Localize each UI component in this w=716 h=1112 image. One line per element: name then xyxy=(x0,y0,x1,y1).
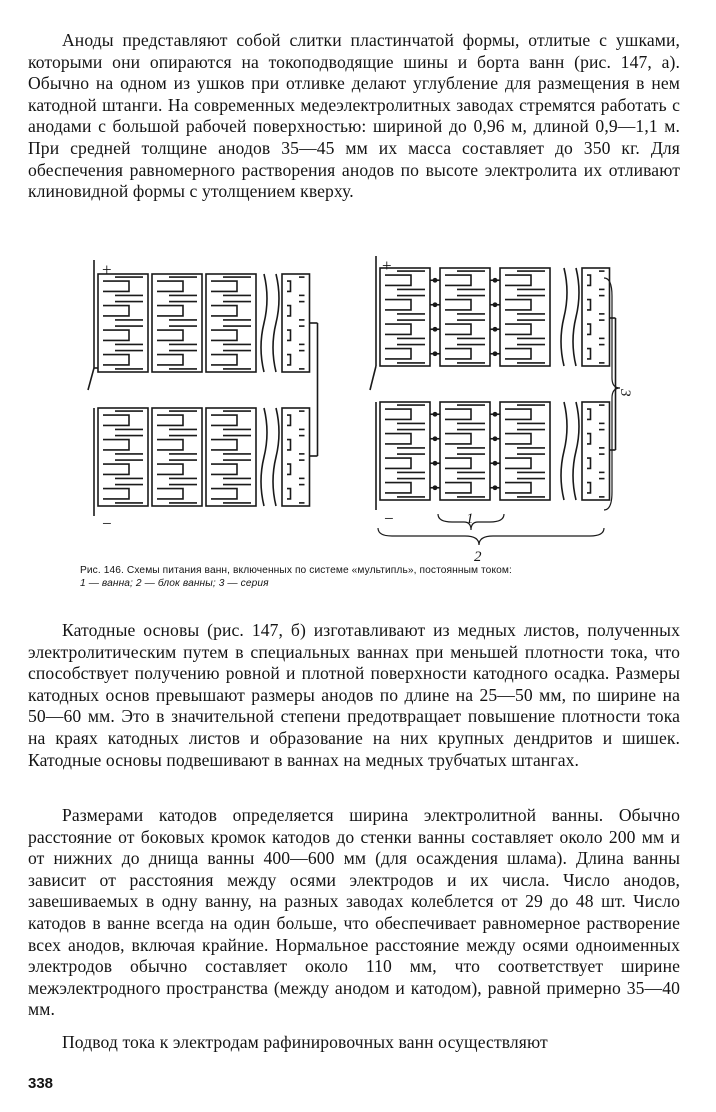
plus-label-right: + xyxy=(382,256,392,275)
anode-plate xyxy=(103,281,129,291)
bath-tank xyxy=(206,274,256,372)
bath-tank xyxy=(380,402,430,500)
anode-plate xyxy=(157,415,183,425)
anode-plate xyxy=(211,489,237,499)
anode-plate xyxy=(445,458,471,468)
paragraph-anodes: Аноды представляют собой слитки пластинчатой формы, отлитые с ушками, которыми они опираются на токоподводящие шины и борта ванн (рис. 147, а). Обычно на одном из ушков при отливке делают углубление для размещения в нем катодной штанги. На современных медеэлектролитных заводах стремятся работать с анодами с большой рабочей поверхностью: шириной до 0,96 м, длиной 0,9—1,1 м. При средней толщине анодов 35—45 мм их масса составляет до 350 кг. Для обеспечения равномерного растворения анодов по высоте электролита их отливают клиновидной формы с утолщением кверху. xyxy=(28,30,680,202)
series-lead xyxy=(88,368,94,390)
anode-plate xyxy=(103,355,129,365)
anode-plate xyxy=(385,458,411,468)
anode-plate xyxy=(505,300,531,310)
bath-tank xyxy=(500,268,550,366)
bath-block xyxy=(98,408,310,506)
break-symbol xyxy=(261,274,267,372)
electrolytic-bath xyxy=(282,274,310,372)
bath-block xyxy=(380,268,610,366)
anode-plate xyxy=(211,464,237,474)
anode-plate xyxy=(445,409,471,419)
anode-plate xyxy=(505,458,531,468)
anode-plate xyxy=(445,300,471,310)
anode-plate xyxy=(287,330,291,340)
anode-plate xyxy=(505,349,531,359)
anode-plate xyxy=(445,349,471,359)
diagram-right-scheme xyxy=(370,256,616,510)
minus-label-right: − xyxy=(384,509,394,528)
anode-plate xyxy=(385,275,411,285)
anode-plate xyxy=(587,434,591,444)
electrolytic-bath xyxy=(98,408,148,506)
anode-plate xyxy=(587,300,591,310)
bath-tank xyxy=(582,268,610,366)
anode-plate xyxy=(103,330,129,340)
anode-plate xyxy=(287,415,291,425)
brace-bath-block xyxy=(378,528,604,545)
anode-plate xyxy=(587,458,591,468)
anode-plate xyxy=(287,355,291,365)
anode-plate xyxy=(157,330,183,340)
anode-plate xyxy=(587,409,591,419)
anode-plate xyxy=(587,483,591,493)
electrolytic-bath xyxy=(206,274,256,372)
anode-plate xyxy=(445,434,471,444)
paragraph-current-supply: Подвод тока к электродам рафинировочных ванн осуществляют xyxy=(62,1032,548,1052)
anode-plate xyxy=(157,464,183,474)
electrolytic-bath xyxy=(282,408,310,506)
bath-tank xyxy=(282,408,310,506)
break-symbol xyxy=(273,274,279,372)
electrolytic-bath xyxy=(206,408,256,506)
anode-plate xyxy=(211,440,237,450)
page-number: 338 xyxy=(28,1075,54,1092)
break-symbol xyxy=(273,408,279,506)
anode-plate xyxy=(445,275,471,285)
bath-block xyxy=(98,274,310,372)
electrolytic-bath xyxy=(98,274,148,372)
anode-plate xyxy=(157,281,183,291)
paragraph-bath-dimensions: Размерами катодов определяется ширина электролитной ванны. Обычно расстояние от боковых кромок катодов до стенки ванны составляет около 200 мм и от нижних до днища ванны 400—600 мм (для осаждения шлама). Длина ванны зависит от расстояния между осями электродов и их числа. Число анодов, завешиваемых в одну ванну, на разных заводах колеблется от 29 до 48 шт. Число катодов в ванне всегда на один больше, что обеспечивает равномерное растворение всех анодов, включая крайние. Нормальное расстояние между осями одноименных электродов обычно составляет около 110 мм, что соответствует ширине межэлектродного пространства (между анодом и катодом), равной примерно 35—40 мм. xyxy=(28,805,680,1020)
break-symbol xyxy=(261,408,267,506)
anode-plate xyxy=(287,464,291,474)
electrolytic-bath xyxy=(582,402,610,500)
figure-146 xyxy=(80,248,640,566)
anode-plate xyxy=(587,324,591,334)
break-symbol xyxy=(573,268,579,366)
series-lead xyxy=(370,366,376,390)
anode-plate xyxy=(287,440,291,450)
bath-tank xyxy=(152,274,202,372)
anode-plate xyxy=(587,349,591,359)
bath-tank xyxy=(440,268,490,366)
anode-plate xyxy=(505,434,531,444)
anode-plate xyxy=(157,489,183,499)
anode-plate xyxy=(103,464,129,474)
callout-1-bath: 1 xyxy=(466,511,474,527)
bath-tank xyxy=(440,402,490,500)
anode-plate xyxy=(103,489,129,499)
callout-3-series: 3 xyxy=(617,389,633,397)
bath-tank xyxy=(98,274,148,372)
electrolytic-bath xyxy=(152,408,202,506)
anode-plate xyxy=(385,434,411,444)
electrolytic-bath xyxy=(380,402,430,500)
bath-tank xyxy=(282,274,310,372)
minus-label-left: − xyxy=(102,514,112,533)
anode-plate xyxy=(157,306,183,316)
bath-block xyxy=(380,402,610,500)
anode-plate xyxy=(445,483,471,493)
anode-plate xyxy=(103,306,129,316)
electrolytic-bath xyxy=(152,274,202,372)
figure-caption xyxy=(80,564,660,590)
break-symbol xyxy=(573,402,579,500)
caption-title: Рис. 146. Схемы питания ванн, включенных по системе «мультипль», постоянным током: xyxy=(80,565,512,576)
break-symbol xyxy=(561,268,567,366)
paragraph-cathode-sheets: Катодные основы (рис. 147, б) изготавливают из медных листов, полученных электролитическим путем в специальных ваннах при меньшей плотности тока, что способствует получению ровной и плотной поверхности катодного осадка. Размеры катодных основ превышают размеры анодов по длине на 25—50 мм, по ширине на 50—60 мм. Это в значительной степени предотвращает повышение плотности тока на краях катодных листов и образование на них крупных дендритов и шишек. Катодные основы подвешивают в ваннах на медных трубчатых штангах. xyxy=(28,620,680,770)
anode-plate xyxy=(385,483,411,493)
anode-plate xyxy=(385,324,411,334)
callout-2-bath-block: 2 xyxy=(474,549,482,565)
bath-tank xyxy=(582,402,610,500)
anode-plate xyxy=(505,483,531,493)
anode-plate xyxy=(445,324,471,334)
anode-plate xyxy=(103,440,129,450)
anode-plate xyxy=(287,489,291,499)
anode-plate xyxy=(385,300,411,310)
bath-supply-schematic xyxy=(80,248,640,566)
electrolytic-bath xyxy=(440,268,490,366)
bath-tank xyxy=(98,408,148,506)
anode-plate xyxy=(211,355,237,365)
anode-plate xyxy=(211,306,237,316)
anode-plate xyxy=(157,440,183,450)
anode-plate xyxy=(287,281,291,291)
plus-label-left: + xyxy=(102,260,112,279)
diagram-left-scheme xyxy=(88,260,318,516)
break-symbol xyxy=(561,402,567,500)
anode-plate xyxy=(505,275,531,285)
bath-tank xyxy=(206,408,256,506)
electrolytic-bath xyxy=(380,268,430,366)
bath-tank xyxy=(380,268,430,366)
electrolytic-bath xyxy=(500,402,550,500)
anode-plate xyxy=(103,415,129,425)
anode-plate xyxy=(211,330,237,340)
anode-plate xyxy=(211,415,237,425)
electrolytic-bath xyxy=(582,268,610,366)
caption-legend: 1 — ванна; 2 — блок ванны; 3 — серия xyxy=(80,578,269,589)
anode-plate xyxy=(157,355,183,365)
electrolytic-bath xyxy=(500,268,550,366)
anode-plate xyxy=(505,409,531,419)
anode-plate xyxy=(385,409,411,419)
anode-plate xyxy=(587,275,591,285)
anode-plate xyxy=(211,281,237,291)
anode-plate xyxy=(385,349,411,359)
electrolytic-bath xyxy=(440,402,490,500)
anode-plate xyxy=(505,324,531,334)
bath-tank xyxy=(500,402,550,500)
bath-tank xyxy=(152,408,202,506)
anode-plate xyxy=(287,306,291,316)
